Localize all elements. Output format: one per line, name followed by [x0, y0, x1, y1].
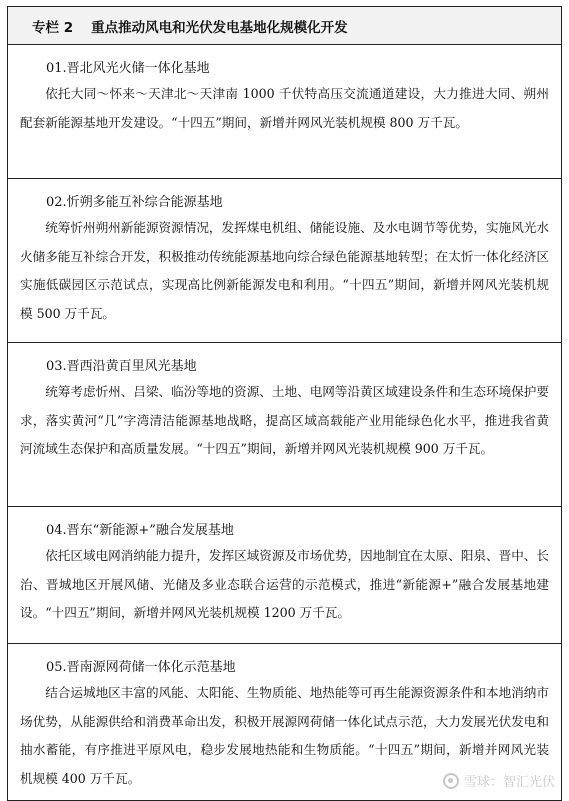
- watermark: [443, 771, 555, 790]
- section-body: 统筹忻州朔州新能源资源情况，发挥煤电机组、储能设施、及水电调节等优势，实施风光水火储多能互补综合开发，积极推动传统能源基地向综合绿色能源基地转型；在太忻一体化经济区实施低碳园区示范试点，实现高比例新能源发电和利用。“十四五”期间，新增并网风光装机规模 500 万千瓦。: [20, 220, 549, 321]
- section-jinxi: [8, 343, 561, 507]
- column-title: 重点推动风电和光伏发电基地化规模化开发: [91, 19, 348, 36]
- section-body: 统筹考虑忻州、吕梁、临汾等地的资源、土地、电网等沿黄区域建设条件和生态环境保护要求，落实黄河“几”字湾清洁能源基地战略，提高区域高载能产业用能绿色化水平，推进我省黄河流域生态保护和高质量发展。“十四五”期间，新增并网风光装机规模 900 万千瓦。: [20, 384, 549, 456]
- box-header: [8, 7, 561, 45]
- section-body: 结合运城地区丰富的风能、太阳能、生物质能、地热能等可再生能源资源条件和本地消纳市场优势，从能源供给和消费革命出发，积极开展源网荷储一体化试点示范，大力发展光伏发电和抽水蓄能，有序推进平原风电，稳步发展地热能和生物质能。“十四五”期间，新增并网风光装机规模 400 万千瓦。: [20, 685, 549, 786]
- section-title: 01.晋北风光火储一体化基地: [46, 61, 210, 76]
- snowball-logo-icon: [443, 773, 459, 789]
- section-body: 依托大同～怀来～天津北～天津南 1000 千伏特高压交流通道建设，大力推进大同、朔州配套新能源基地开发建设。“十四五”期间，新增并网风光装机规模 800 万千瓦。: [20, 86, 549, 130]
- section-body: 依托区域电网消纳能力提升，发挥区域资源及市场优势，因地制宜在太原、阳泉、晋中、长治、晋城地区开展风储、光储及多业态联合运营的示范模式，推进“新能源+”融合发展基地建设。“十四五”期间，新增并网风光装机规模 1200 万千瓦。: [20, 548, 549, 620]
- section-jindong: [8, 507, 561, 644]
- section-xinshuo: [8, 179, 561, 343]
- section-jinbei: [8, 45, 561, 179]
- column-box: [7, 6, 562, 801]
- section-title: 02.忻朔多能互补综合能源基地: [46, 195, 223, 210]
- watermark-text: 雪球：智汇光伏: [463, 775, 555, 790]
- section-title: 04.晋东“新能源+”融合发展基地: [46, 523, 234, 538]
- section-title: 03.晋西沿黄百里风光基地: [46, 359, 197, 374]
- column-label: 专栏 2: [32, 19, 74, 36]
- section-title: 05.晋南源网荷储一体化示范基地: [46, 660, 236, 675]
